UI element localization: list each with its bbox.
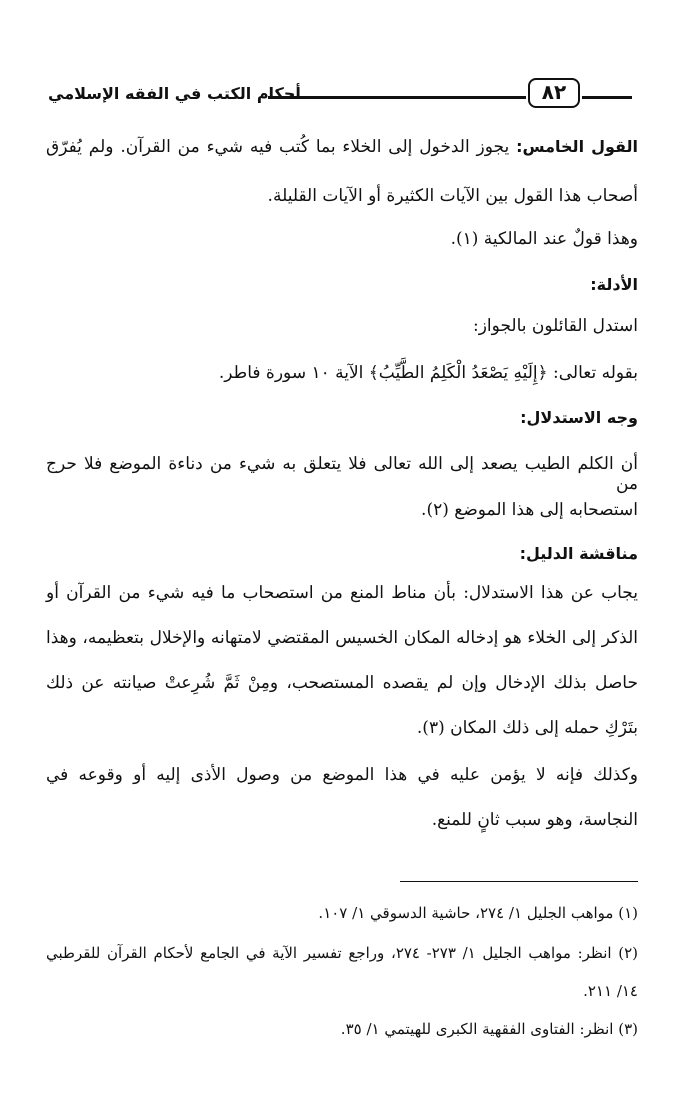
footnote-1: (١) مواهب الجليل ١/ ٢٧٤، حاشية الدسوقي ١/ ١٠٧. [318,904,638,922]
body-line-9: الذكر إلى الخلاء هو إدخاله المكان الخسيس المقتضي لامتهانه والإخلال بتعظيمه، وهذا [46,628,638,648]
heading-evidence: الأدلة: [590,275,638,294]
footnote-2: (٢) انظر: مواهب الجليل ١/ ٢٧٣- ٢٧٤، وراجع تفسير الآية في الجامع لأحكام القرآن للقرطبي [46,944,639,962]
heading-discussion: مناقشة الدليل: [519,544,638,563]
body-line-8: يجاب عن هذا الاستدلال: بأن مناط المنع من استصحاب ما فيه شيء من القرآن أو [46,583,638,603]
body-line-11: بتَرْكِ حمله إلى ذلك المكان (٣). [416,718,638,738]
header-rule-right [582,96,632,99]
opinion-label: القول الخامس: [516,137,638,156]
footnote-separator [400,881,638,882]
running-title: أحكام الكتب في الفقه الإسلامي [48,84,301,103]
body-line-6: أن الكلم الطيب يصعد إلى الله تعالى فلا يتعلق به شيء من دناءة الموضع فلا حرج من [46,454,638,494]
body-line-12: وكذلك فإنه لا يؤمن عليه في هذا الموضع من وصول الأذى إليه أو وقوعه في [46,765,638,785]
body-line-2: أصحاب هذا القول بين الآيات الكثيرة أو الآيات القليلة. [267,186,638,206]
footnote-3: (٣) انظر: الفتاوى الفقهية الكبرى للهيتمي ١/ ٣٥. [340,1020,638,1038]
footnote-2-continued: ١٤/ ٢١١. [583,982,638,1000]
body-line-1 [46,137,638,165]
body-line-10: حاصل بذلك الإدخال وإن لم يقصده المستصحب، ومِنْ ثَمَّ شُرِعتْ صيانته عن ذلك [46,673,638,693]
body-line-4: استدل القائلون بالجواز: [473,316,638,336]
header-rule-left [268,96,526,99]
page-header [20,74,632,118]
opinion-text: يجوز الدخول إلى الخلاء بما كُتب فيه شيء من القرآن. ولم يُفرّق [46,137,517,157]
page-number: ٨٢ [528,78,580,108]
body-line-7: استصحابه إلى هذا الموضع (٢). [421,500,638,520]
body-line-13: النجاسة، وهو سبب ثانٍ للمنع. [431,810,638,830]
heading-inference: وجه الاستدلال: [520,408,638,427]
body-line-5: بقوله تعالى: ﴿إِلَيْهِ يَصْعَدُ الْكَلِمُ الطَّيِّبُ﴾ الآية ١٠ سورة فاطر. [218,363,638,383]
body-line-3: وهذا قولٌ عند المالكية (١). [450,229,638,249]
